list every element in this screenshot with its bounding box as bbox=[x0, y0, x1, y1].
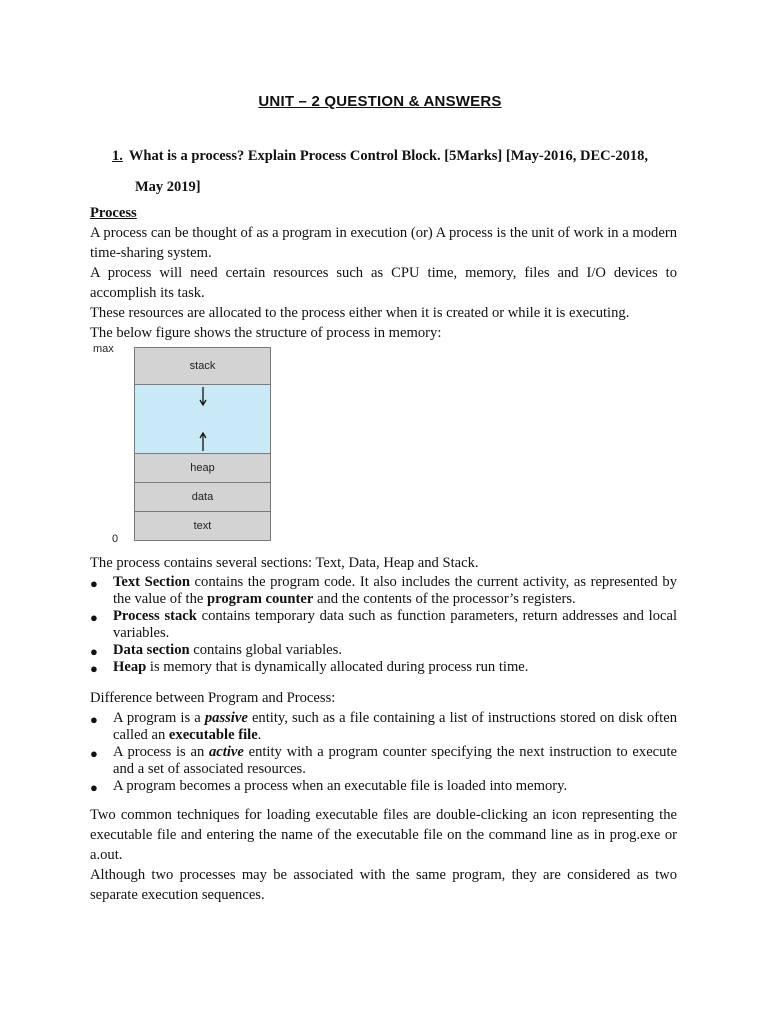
question-line-2: May 2019] bbox=[135, 179, 201, 195]
intro-paragraph: A process can be thought of as a program in execution (or) A process is the unit of work in a modern time-sharing system. bbox=[90, 225, 677, 261]
intro-paragraph: These resources are allocated to the process either when it is created or while it is executing. bbox=[90, 305, 630, 321]
down-arrow-icon bbox=[197, 387, 209, 407]
heap-segment bbox=[134, 453, 271, 483]
process-heading: Process bbox=[90, 205, 137, 221]
text-segment bbox=[134, 511, 271, 541]
intro-paragraph: A process will need certain resources such as CPU time, memory, files and I/O devices to accomplish its task. bbox=[90, 265, 677, 301]
list-item: ● A program is a passive entity, such as a file containing a list of instructions stored on disk often called an executable file. bbox=[90, 710, 677, 743]
closing-block bbox=[90, 805, 677, 905]
zero-label: 0 bbox=[112, 533, 119, 545]
text-label: text bbox=[193, 520, 212, 532]
closing-paragraph: Two common techniques for loading executable files are double-clicking an icon representing the executable file and entering the name of the executable file on the command line as in prog.exe or a.out. bbox=[90, 807, 677, 863]
list-item: ● Heap is memory that is dynamically allocated during process run time. bbox=[90, 659, 677, 676]
max-label: max bbox=[93, 343, 114, 355]
sections-list bbox=[90, 574, 677, 676]
question-1 bbox=[112, 141, 692, 203]
intro-paragraph: The below figure shows the structure of process in memory: bbox=[90, 325, 442, 341]
bullet: ● bbox=[90, 746, 98, 761]
list-item: ● A program becomes a process when an executable file is loaded into memory. bbox=[90, 778, 677, 795]
bullet: ● bbox=[90, 610, 98, 625]
unit-title: UNIT – 2 QUESTION & ANSWERS bbox=[258, 93, 502, 110]
bullet: ● bbox=[90, 576, 98, 591]
up-arrow-icon bbox=[197, 431, 209, 451]
stack-segment bbox=[134, 347, 271, 385]
list-item: ● Data section contains global variables. bbox=[90, 642, 677, 659]
stack-label: stack bbox=[189, 360, 216, 372]
sections-block bbox=[90, 553, 677, 676]
list-item: ● Process stack contains temporary data such as function parameters, return addresses and local variables. bbox=[90, 608, 677, 641]
data-segment bbox=[134, 482, 271, 512]
list-item: ● A process is an active entity with a program counter specifying the next instruction to execute and a set of associated resources. bbox=[90, 744, 677, 777]
question-number: 1. bbox=[112, 148, 123, 164]
difference-block bbox=[90, 688, 677, 795]
question-line-1: What is a process? Explain Process Control Block. [5Marks] [May-2016, DEC-2018, bbox=[128, 148, 649, 164]
data-label: data bbox=[191, 491, 214, 503]
heap-label: heap bbox=[190, 462, 215, 474]
difference-heading: Difference between Program and Process: bbox=[90, 690, 336, 706]
sections-intro: The process contains several sections: Text, Data, Heap and Stack. bbox=[90, 555, 479, 571]
bullet: ● bbox=[90, 661, 98, 676]
bullet: ● bbox=[90, 780, 98, 795]
process-intro bbox=[90, 203, 677, 343]
difference-list bbox=[90, 710, 677, 795]
list-item: ● Text Section contains the program code. It also includes the current activity, as represented by the value of the program counter and the contents of the processor’s registers. bbox=[90, 574, 677, 607]
closing-paragraph: Although two processes may be associated with the same program, they are considered as two separate execution sequences. bbox=[90, 867, 677, 903]
bullet: ● bbox=[90, 644, 98, 659]
bullet: ● bbox=[90, 712, 98, 727]
process-memory-figure bbox=[90, 343, 290, 553]
